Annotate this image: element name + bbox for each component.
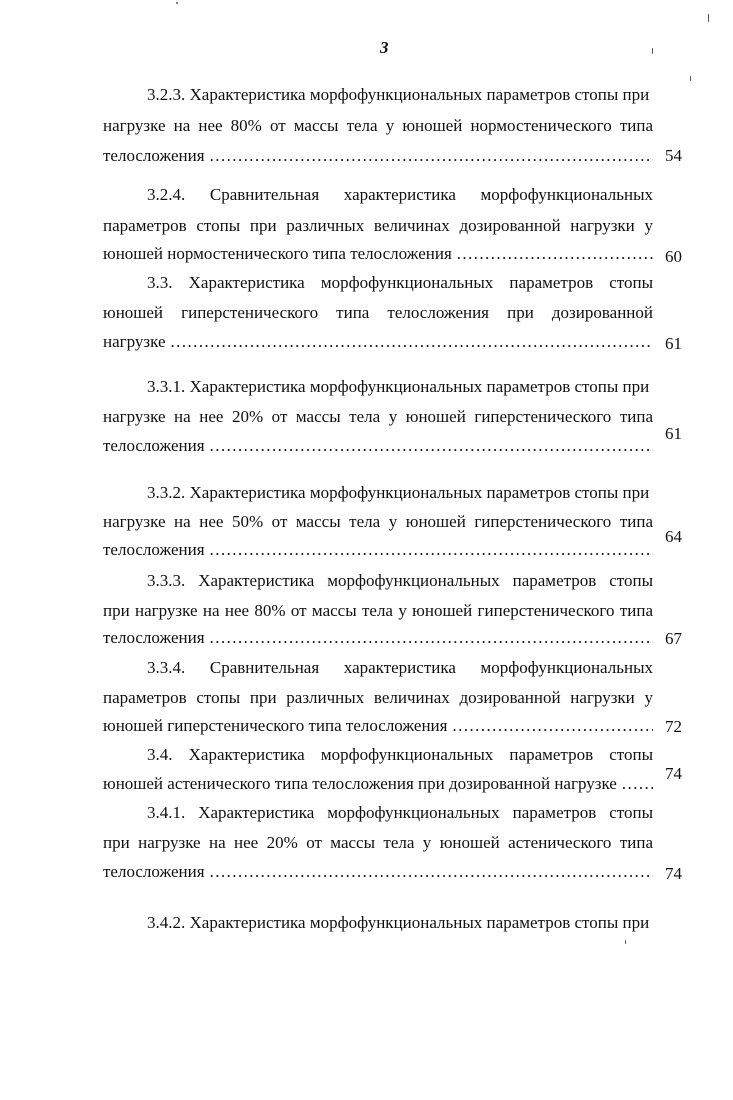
toc-line: 3.2.4. Сравнительная характеристика морфофункциональных [147,185,653,204]
toc-line: при нагрузке на нее 20% от массы тела у юношей астенического типа [103,833,653,852]
toc-entry[interactable] [103,798,653,888]
page-number: 3 [380,38,389,57]
toc-line-leader: юношей астенического типа телосложения при дозированной нагрузке …………………………………………………………………………………………………………………… [103,774,653,794]
toc-entry[interactable] [103,566,653,656]
toc-entry[interactable] [103,740,653,800]
toc-line: 3.2.3. Характеристика морфофункциональных параметров стопы при [147,85,650,104]
toc-entry[interactable] [103,372,653,462]
toc-page-number: 60 [665,247,682,266]
toc-page-number: 54 [665,146,682,165]
toc-line: нагрузке на нее 50% от массы тела у юношей гиперстенического типа [103,512,653,531]
toc-line: 3.4.2. Характеристика морфофункциональных параметров стопы при [147,913,650,932]
toc-page-number: 72 [665,717,682,736]
toc-line: 3.4. Характеристика морфофункциональных параметров стопы [147,745,653,764]
toc-page-number: 61 [665,424,682,443]
scan-speck [652,48,653,54]
toc-entry[interactable] [103,478,653,568]
toc-line-leader: нагрузке …………………………………………………………………………………………………………………… [103,332,653,352]
toc-line-leader: телосложения …………………………………………………………………………………………………………………… [103,862,653,882]
toc-line: параметров стопы при различных величинах дозированной нагрузки у [103,688,653,707]
toc-entry[interactable] [103,908,653,938]
toc-line: 3.3.4. Сравнительная характеристика морфофункциональных [147,658,653,677]
toc-page-number: 74 [665,864,682,883]
toc-line: 3.3.1. Характеристика морфофункциональных параметров стопы при [147,377,650,396]
toc-line: нагрузке на нее 80% от массы тела у юношей нормостенического типа [103,116,653,135]
toc-entry[interactable] [103,80,653,170]
toc-line: 3.3. Характеристика морфофункциональных параметров стопы [147,273,653,292]
toc-line: 3.3.2. Характеристика морфофункциональных параметров стопы при [147,483,650,502]
toc-line: 3.3.3. Характеристика морфофункциональных параметров стопы [147,571,653,590]
toc-line: параметров стопы при различных величинах дозированной нагрузки у [103,216,653,235]
toc-line: 3.4.1. Характеристика морфофункциональных параметров стопы [147,803,653,822]
toc-entry[interactable] [103,180,653,270]
scan-speck [690,76,691,81]
toc-entry[interactable] [103,268,653,358]
scan-speck [625,940,626,944]
toc-line: юношей гиперстенического типа телосложения при дозированной [103,303,653,322]
toc-page-number: 61 [665,334,682,353]
toc-page-number: 74 [665,764,682,783]
toc-line-leader: юношей гиперстенического типа телосложения …………………………………………………………………………………………………………………… [103,716,653,736]
toc-line: при нагрузке на нее 80% от массы тела у юношей гиперстенического типа [103,601,653,620]
toc-line-leader: телосложения …………………………………………………………………………………………………………………… [103,628,653,648]
scan-speck [176,2,178,4]
toc-page-number: 64 [665,527,682,546]
toc-line-leader: телосложения …………………………………………………………………………………………………………………… [103,436,653,456]
toc-entry[interactable] [103,653,653,743]
scan-speck [708,14,709,22]
toc-line-leader: телосложения …………………………………………………………………………………………………………………… [103,540,653,560]
toc-line-leader: телосложения …………………………………………………………………………………………………………………… [103,146,653,166]
toc-page-number: 67 [665,629,682,648]
toc-line-leader: юношей нормостенического типа телосложения …………………………………………………………………………………………………………………… [103,244,653,264]
toc-line: нагрузке на нее 20% от массы тела у юношей гиперстенического типа [103,407,653,426]
